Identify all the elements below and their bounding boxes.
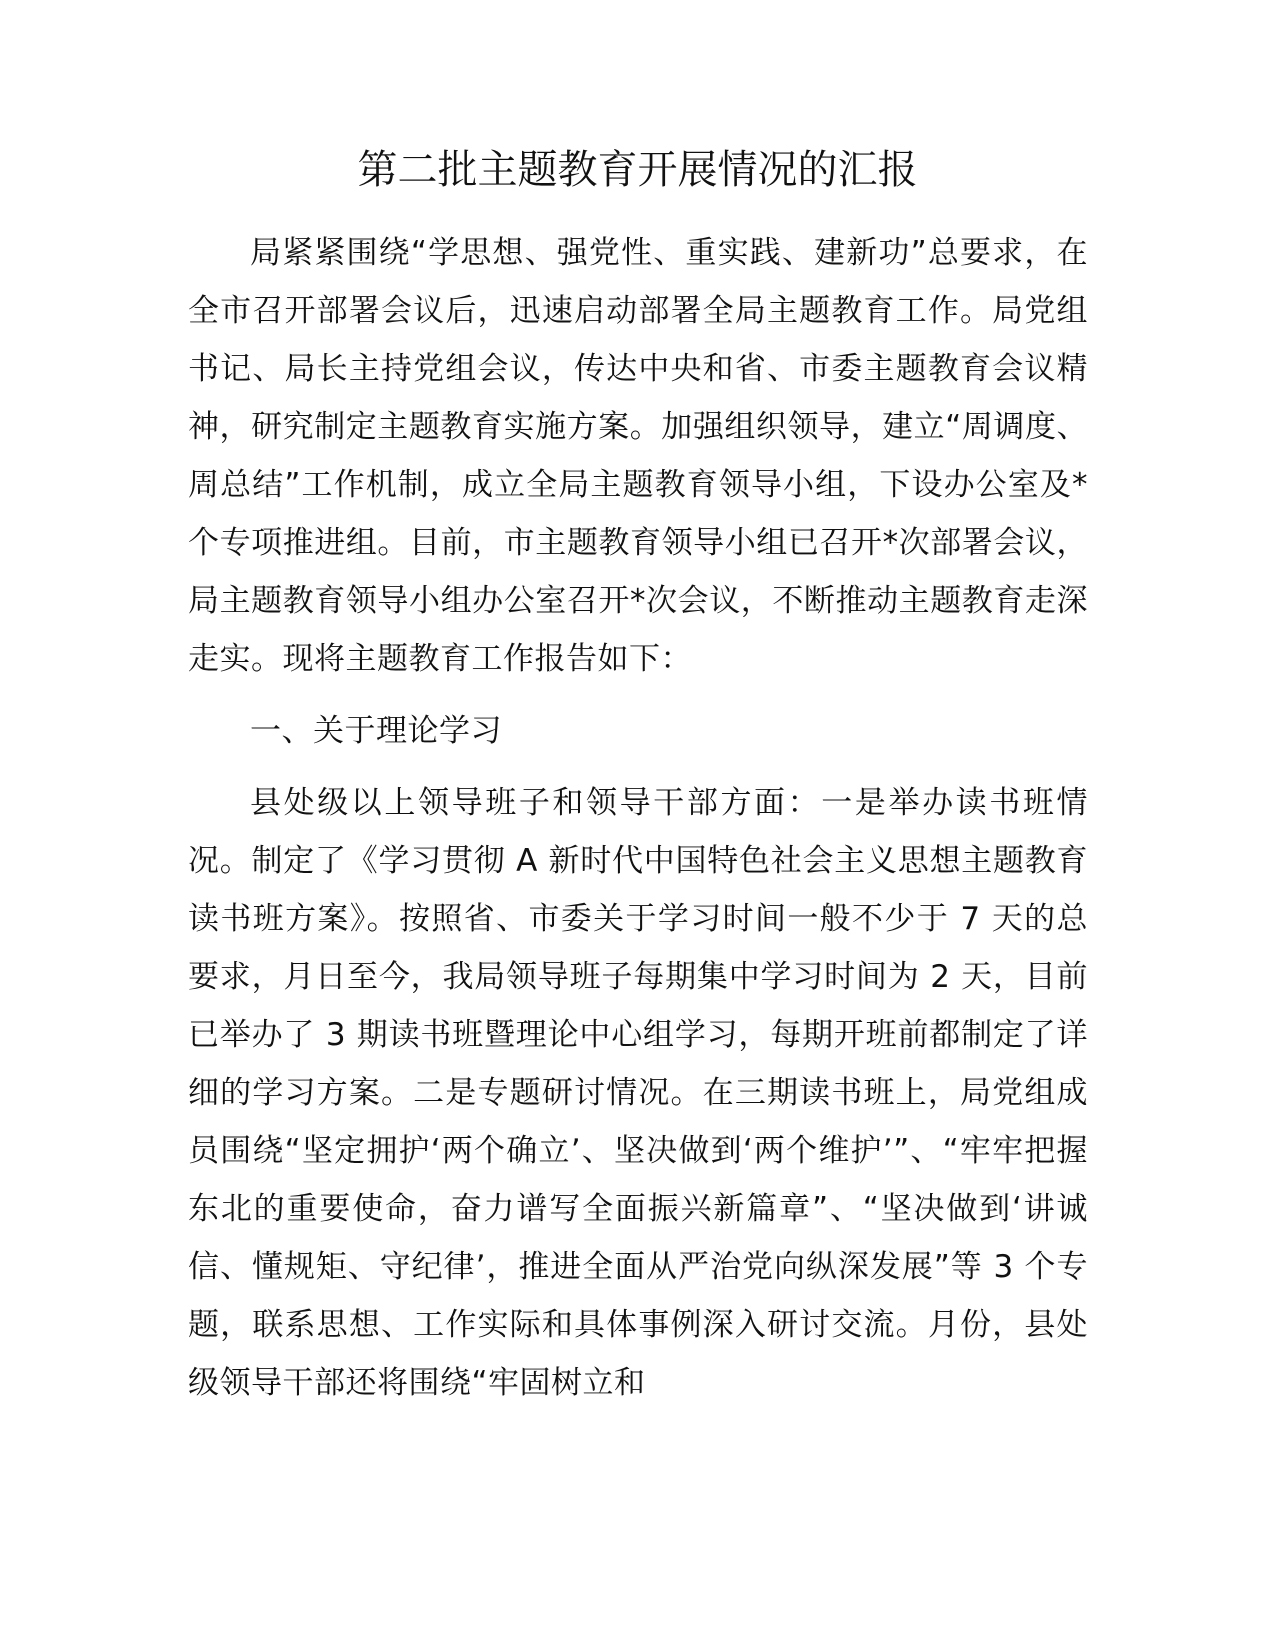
section-heading-theory-study: 一、关于理论学习 — [250, 713, 502, 749]
intro-paragraph: 局紧紧围绕“学思想、强党性、重实践、建新功”总要求，在全市召开部署会议后，迅速启动部署全局主题教育工作。局党组书记、局长主持党组会议，传达中央和省、市委主题教育会议精神，研究制定主题教育实施方案。加强组织领导，建立“周调度、周总结”工作机制，成立全局主题教育领导小组，下设办公室及*个专项推进组。目前，市主题教育领导小组已召开*次部署会议，局主题教育领导小组办公室召开*次会议，不断推动主题教育走深走实。现将主题教育工作报告如下： — [188, 235, 1088, 677]
document-title: 第二批主题教育开展情况的汇报 — [357, 147, 918, 193]
theory-study-paragraph: 县处级以上领导班子和领导干部方面：一是举办读书班情况。制定了《学习贯彻 A 新时代中国特色社会主义思想主题教育读书班方案》。按照省、市委关于学习时间一般不少于 7 天的总要求，月日至今，我局领导班子每期集中学习时间为 2 天，目前已举办了 3 期读书班暨理论中心组学习，每期开班前都制定了详细的学习方案。二是专题研讨情况。在三期读书班上，局党组成员围绕“坚定拥护‘两个确立’、坚决做到‘两个维护’”、“牢牢把握东北的重要使命，奋力谱写全面振兴新篇章”、“坚决做到‘讲诚信、懂规矩、守纪律’，推进全面从严治党向纵深发展”等 3 个专题，联系思想、工作实际和具体事例深入研讨交流。月份，县处级领导干部还将围绕“牢固树立和 — [188, 785, 1088, 1401]
document-body — [188, 224, 1088, 1412]
